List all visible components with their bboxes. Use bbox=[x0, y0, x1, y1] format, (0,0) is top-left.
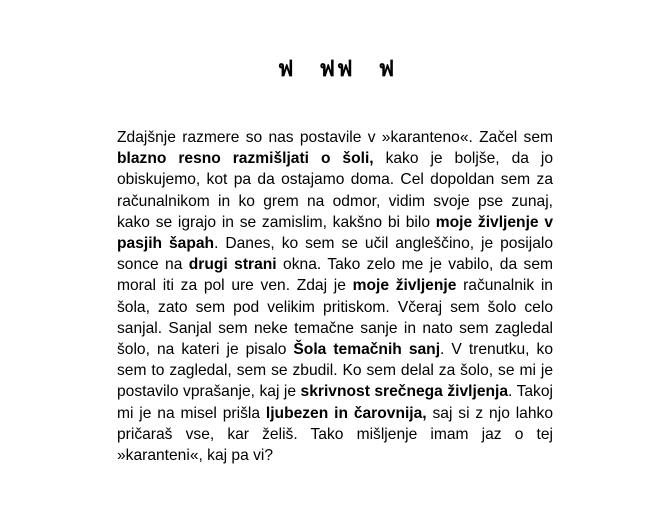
paragraph-emphasis: ljubezen in čarovnija, bbox=[265, 404, 427, 422]
ornament-divider bbox=[0, 56, 672, 82]
paragraph-emphasis: drugi strani bbox=[188, 256, 277, 274]
paragraph-text: . Takoj mi je na misel prišla bbox=[117, 383, 553, 422]
ornament-glyph: ฟ bbox=[337, 56, 353, 82]
paragraph-emphasis: moje življenje v pasjih šapah bbox=[117, 213, 553, 253]
paragraph-text: . V trenutku, ko sem to zagledal, sem se zbudil. Ko sem delal za šolo, se mi je postavilo vprašanje, kaj je bbox=[117, 341, 553, 401]
paragraph-text: računalnik in šola, zato sem pod velikim pritiskom. Včeraj sem šolo celo sanjal. Sanjal sem neke temačne sanje in nato sem zagledal šolo, na kateri je pisalo bbox=[117, 277, 553, 359]
ornament-glyph: ฟ bbox=[319, 56, 335, 82]
paragraph-text: . Danes, ko sem se učil angleščino, je posijalo sonce na bbox=[117, 235, 554, 274]
ornament-glyph: ฟ bbox=[378, 56, 395, 82]
paragraph-emphasis: skrivnost srečnega življenja bbox=[300, 383, 509, 401]
ornament-glyph: ฟ bbox=[277, 56, 294, 82]
paragraph-emphasis: moje življenje bbox=[352, 277, 457, 295]
paragraph-text: kako je boljše, da jo obiskujemo, kot pa da ostajamo doma. Cel dopoldan sem za računalnikom in ko grem na odmor, vidim svoje pse zunaj, kako se igrajo in se zamislim, kakšno bi bilo bbox=[117, 150, 553, 231]
paragraph-emphasis: Šola temačnih sanj bbox=[293, 341, 441, 359]
paragraph-text: okna. Tako zelo me je vabilo, da sem moral iti za pol ure ven. Zdaj je bbox=[117, 256, 554, 295]
paragraph-text: saj si z njo lahko pričaraš vse, kar želiš. Tako mišljenje imam jaz o tej »karanteni«, kaj pa vi? bbox=[117, 404, 554, 465]
paragraph-emphasis: blazno resno razmišljati o šoli, bbox=[117, 150, 374, 168]
body-paragraph bbox=[117, 127, 553, 466]
paragraph-text: Zdajšnje razmere so nas postavile v »karanteno«. Začel sem bbox=[117, 129, 553, 146]
